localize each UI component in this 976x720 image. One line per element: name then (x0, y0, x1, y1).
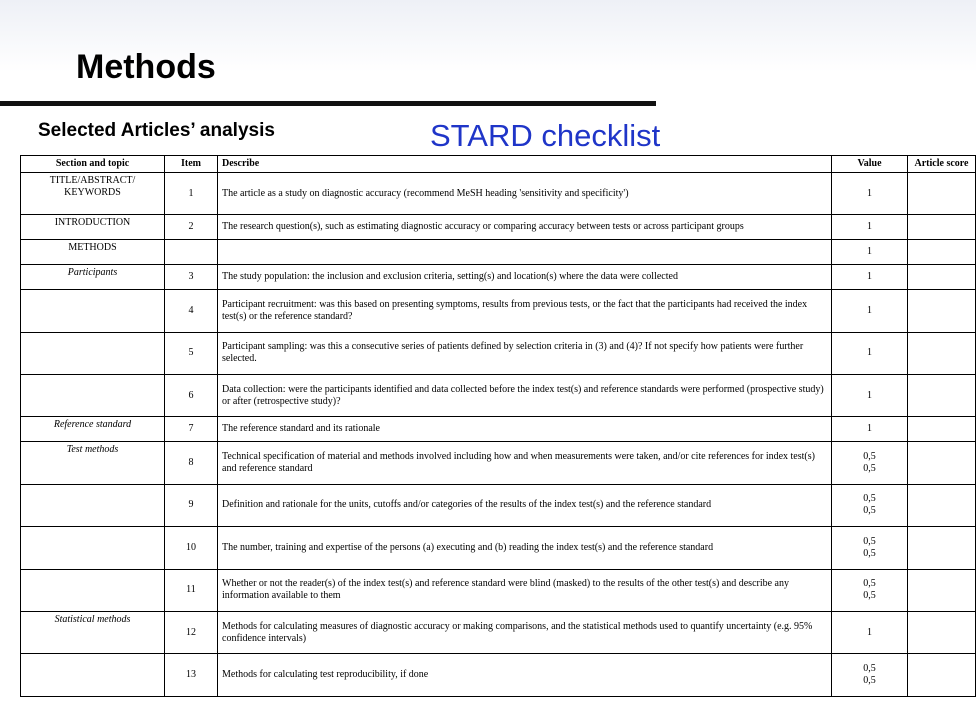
value-text: 1 (867, 347, 872, 359)
article-score-cell (908, 240, 976, 265)
value-text: 1 (867, 271, 872, 283)
item-number-cell: 9 (165, 484, 218, 526)
value-text: 0,5 (863, 547, 876, 559)
article-score-cell (908, 374, 976, 416)
item-number-cell: 13 (165, 654, 218, 697)
checklist-title: STARD checklist (430, 118, 661, 153)
value-text: 1 (867, 626, 872, 638)
value-text: 1 (867, 423, 872, 435)
section-cell (21, 374, 165, 416)
article-score-cell (908, 654, 976, 697)
value-text: 0,5 (863, 675, 876, 687)
describe-cell: Whether or not the reader(s) of the index test(s) and reference standard were blind (masked) to the results of the other test(s) and describe any information available to them (218, 569, 832, 611)
describe-cell: Methods for calculating measures of diagnostic accuracy or making comparisons, and the statistical methods used to quantify uncertainty (e.g. 95% confidence intervals) (218, 612, 832, 654)
item-number-cell: 4 (165, 290, 218, 332)
table-row (21, 484, 976, 526)
value-cell (832, 527, 908, 569)
section-cell (21, 290, 165, 332)
section-cell (21, 654, 165, 697)
section-cell: METHODS (21, 240, 165, 265)
value-text: 0,5 (863, 450, 876, 462)
item-number-cell: 12 (165, 612, 218, 654)
section-cell (21, 484, 165, 526)
table-header-row (21, 156, 976, 173)
item-number-cell (165, 240, 218, 265)
header-article-score: Article score (908, 156, 976, 173)
table-row (21, 654, 976, 697)
table-row (21, 569, 976, 611)
describe-cell: Definition and rationale for the units, cutoffs and/or categories of the results of the index test(s) and the reference standard (218, 484, 832, 526)
value-text: 1 (867, 246, 872, 258)
article-score-cell (908, 417, 976, 442)
section-cell (21, 332, 165, 374)
table-row (21, 374, 976, 416)
header-describe: Describe (218, 156, 832, 173)
item-number-cell: 10 (165, 527, 218, 569)
describe-cell: The research question(s), such as estimating diagnostic accuracy or comparing accuracy between tests or across participant groups (218, 215, 832, 240)
item-number-cell: 7 (165, 417, 218, 442)
value-text: 1 (867, 187, 872, 199)
value-cell (832, 332, 908, 374)
table-row (21, 173, 976, 215)
table-row (21, 417, 976, 442)
describe-cell: Participant sampling: was this a consecutive series of patients defined by selection criteria in (3) and (4)? If not specify how patients were further selected. (218, 332, 832, 374)
article-score-cell (908, 290, 976, 332)
article-score-cell (908, 332, 976, 374)
describe-cell: Participant recruitment: was this based on presenting symptoms, results from previous tests, or the fact that the participants had received the index test(s) or the reference standard? (218, 290, 832, 332)
article-score-cell (908, 527, 976, 569)
table-row (21, 290, 976, 332)
article-score-cell (908, 612, 976, 654)
item-number-cell: 3 (165, 265, 218, 290)
value-text: 0,5 (863, 590, 876, 602)
item-number-cell: 1 (165, 173, 218, 215)
article-score-cell (908, 442, 976, 484)
value-cell (832, 417, 908, 442)
value-cell (832, 173, 908, 215)
article-score-cell (908, 173, 976, 215)
section-cell (21, 527, 165, 569)
section-cell: INTRODUCTION (21, 215, 165, 240)
stard-checklist-table (20, 155, 976, 697)
slide-subtitle: Selected Articles’ analysis (38, 120, 275, 141)
value-text: 0,5 (863, 663, 876, 675)
value-text: 0,5 (863, 535, 876, 547)
describe-cell: The study population: the inclusion and exclusion criteria, setting(s) and location(s) where the data were collected (218, 265, 832, 290)
table-row (21, 215, 976, 240)
value-text: 1 (867, 389, 872, 401)
table-row (21, 442, 976, 484)
header-section: Section and topic (21, 156, 165, 173)
value-text: 1 (867, 221, 872, 233)
section-cell: Participants (21, 265, 165, 290)
header-value: Value (832, 156, 908, 173)
value-text: 0,5 (863, 578, 876, 590)
value-cell (832, 569, 908, 611)
section-cell: Test methods (21, 442, 165, 484)
article-score-cell (908, 265, 976, 290)
value-cell (832, 265, 908, 290)
value-text: 0,5 (863, 505, 876, 517)
describe-cell (218, 240, 832, 265)
item-number-cell: 6 (165, 374, 218, 416)
describe-cell: Data collection: were the participants identified and data collected before the index test(s) and reference standards were performed (prospective study) or after (retrospective study)? (218, 374, 832, 416)
table-row (21, 265, 976, 290)
value-cell (832, 215, 908, 240)
table-row (21, 332, 976, 374)
describe-cell: The article as a study on diagnostic accuracy (recommend MeSH heading 'sensitivity and specificity') (218, 173, 832, 215)
value-cell (832, 484, 908, 526)
article-score-cell (908, 215, 976, 240)
slide-title: Methods (76, 48, 216, 86)
value-cell (832, 612, 908, 654)
value-cell (832, 290, 908, 332)
value-text: 0,5 (863, 493, 876, 505)
describe-cell: The reference standard and its rationale (218, 417, 832, 442)
value-text: 1 (867, 304, 872, 316)
section-cell: Statistical methods (21, 612, 165, 654)
item-number-cell: 11 (165, 569, 218, 611)
item-number-cell: 2 (165, 215, 218, 240)
article-score-cell (908, 484, 976, 526)
describe-cell: The number, training and expertise of the persons (a) executing and (b) reading the index test(s) and the reference standard (218, 527, 832, 569)
header-item: Item (165, 156, 218, 173)
value-text: 0,5 (863, 462, 876, 474)
title-underline (0, 101, 656, 106)
value-cell (832, 442, 908, 484)
table-row (21, 527, 976, 569)
section-cell: TITLE/ABSTRACT/ KEYWORDS (21, 173, 165, 215)
section-cell (21, 569, 165, 611)
section-cell: Reference standard (21, 417, 165, 442)
item-number-cell: 8 (165, 442, 218, 484)
describe-cell: Methods for calculating test reproducibility, if done (218, 654, 832, 697)
article-score-cell (908, 569, 976, 611)
value-cell (832, 240, 908, 265)
table-row (21, 612, 976, 654)
table-row (21, 240, 976, 265)
value-cell (832, 654, 908, 697)
value-cell (832, 374, 908, 416)
describe-cell: Technical specification of material and methods involved including how and when measurements were taken, and/or cite references for index test(s) and reference standard (218, 442, 832, 484)
item-number-cell: 5 (165, 332, 218, 374)
